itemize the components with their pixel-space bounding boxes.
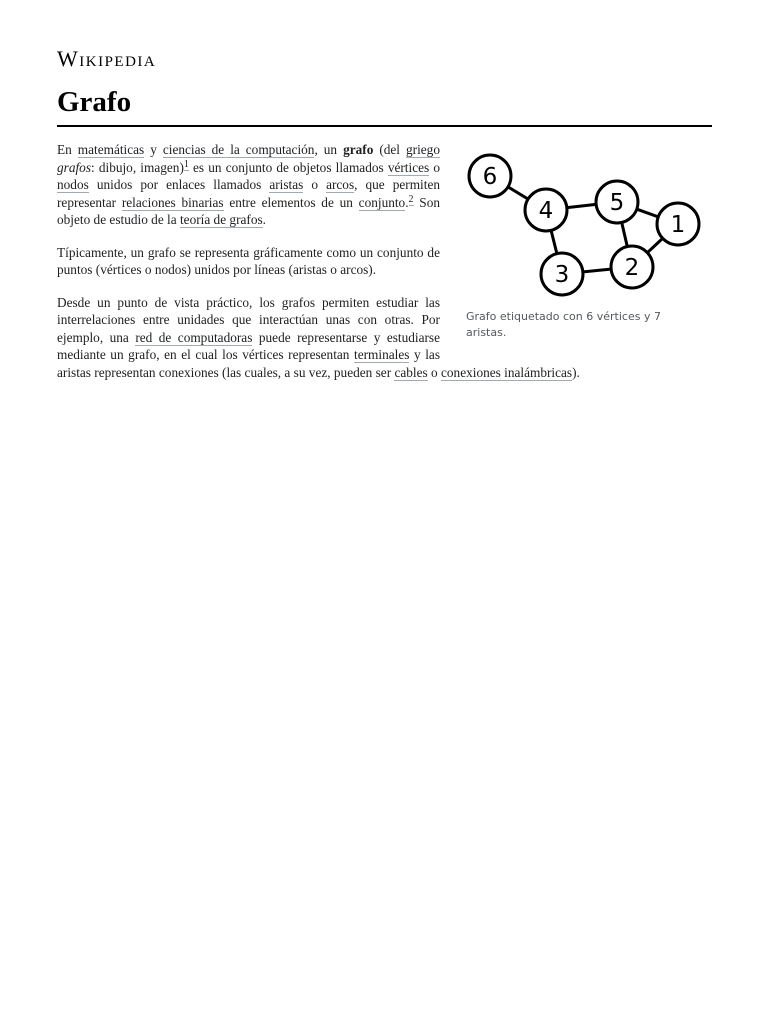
text: ). xyxy=(572,364,580,380)
figure-caption: Grafo etiquetado con 6 vértices y 7 aristas. xyxy=(466,310,661,339)
link-nodos[interactable]: nodos xyxy=(57,177,89,192)
node-6-label: 6 xyxy=(482,164,498,190)
text: (del xyxy=(373,142,406,157)
link-terminales[interactable]: terminales xyxy=(354,347,410,362)
link-teoria-grafos[interactable]: teoría de grafos xyxy=(179,212,263,227)
graph-image[interactable] xyxy=(454,141,712,301)
text: En xyxy=(57,142,78,157)
text: , un xyxy=(314,142,344,157)
node-2-label: 2 xyxy=(624,255,640,281)
text: puede representarse y estudiarse mediante un grafo, en el cual los vértices representan xyxy=(57,329,440,362)
reference-link-2[interactable]: 2 xyxy=(408,193,414,205)
node-1-label: 1 xyxy=(670,212,686,238)
text: entre elementos de un xyxy=(223,194,359,210)
link-red-computadoras[interactable]: red de computadoras xyxy=(135,329,253,345)
term-grafo: grafo xyxy=(343,142,374,157)
text: , que permiten representar xyxy=(57,177,440,210)
text: es un conjunto de objetos llamados xyxy=(188,159,388,175)
reference-link-1[interactable]: 1 xyxy=(183,158,189,170)
link-aristas[interactable]: aristas xyxy=(269,177,304,192)
link-arcos[interactable]: arcos xyxy=(326,177,355,192)
node-5-label: 5 xyxy=(609,190,625,216)
title-divider xyxy=(57,125,712,127)
text: : dibujo, imagen) xyxy=(91,159,184,175)
text: o xyxy=(429,159,440,175)
paragraph-representation: Típicamente, un grafo se representa gráficamente como un conjunto de puntos (vértices o nodos) unidos por líneas (aristas o arcos). xyxy=(57,244,440,277)
node-3-label: 3 xyxy=(554,262,570,288)
link-vertices[interactable]: vértices xyxy=(387,159,430,175)
text: o xyxy=(427,364,441,380)
term-grafos: grafos xyxy=(57,159,91,175)
text: Desde un punto de vista práctico, los grafos permiten estudiar las interrelaciones entre unidades que interactúan unas con otras. Por ejemplo, una xyxy=(57,294,440,345)
text: Son objeto de estudio de la xyxy=(57,194,440,227)
text: . xyxy=(262,212,266,227)
link-conjunto[interactable]: conjunto xyxy=(358,194,406,210)
text: y xyxy=(144,142,163,157)
text: unidos por enlaces llamados xyxy=(88,177,270,192)
page-title: Grafo xyxy=(57,86,132,118)
article-body xyxy=(57,141,712,396)
link-ciencias-computacion[interactable]: ciencias de la computación xyxy=(162,142,315,157)
link-matematicas[interactable]: matemáticas xyxy=(77,142,145,157)
text: y las aristas representan conexiones (las cuales, a su vez, pueden ser xyxy=(57,347,440,380)
wikipedia-wordmark[interactable]: Wikipedia xyxy=(57,46,157,71)
text: . xyxy=(405,194,409,210)
link-griego[interactable]: griego xyxy=(406,142,440,157)
node-4-label: 4 xyxy=(538,198,554,224)
graph-figure xyxy=(454,141,712,341)
link-conexiones-inalambricas[interactable]: conexiones inalámbricas xyxy=(441,364,573,380)
link-cables[interactable]: cables xyxy=(394,364,428,380)
link-relaciones-binarias[interactable]: relaciones binarias xyxy=(121,194,224,210)
text: o xyxy=(303,177,327,192)
